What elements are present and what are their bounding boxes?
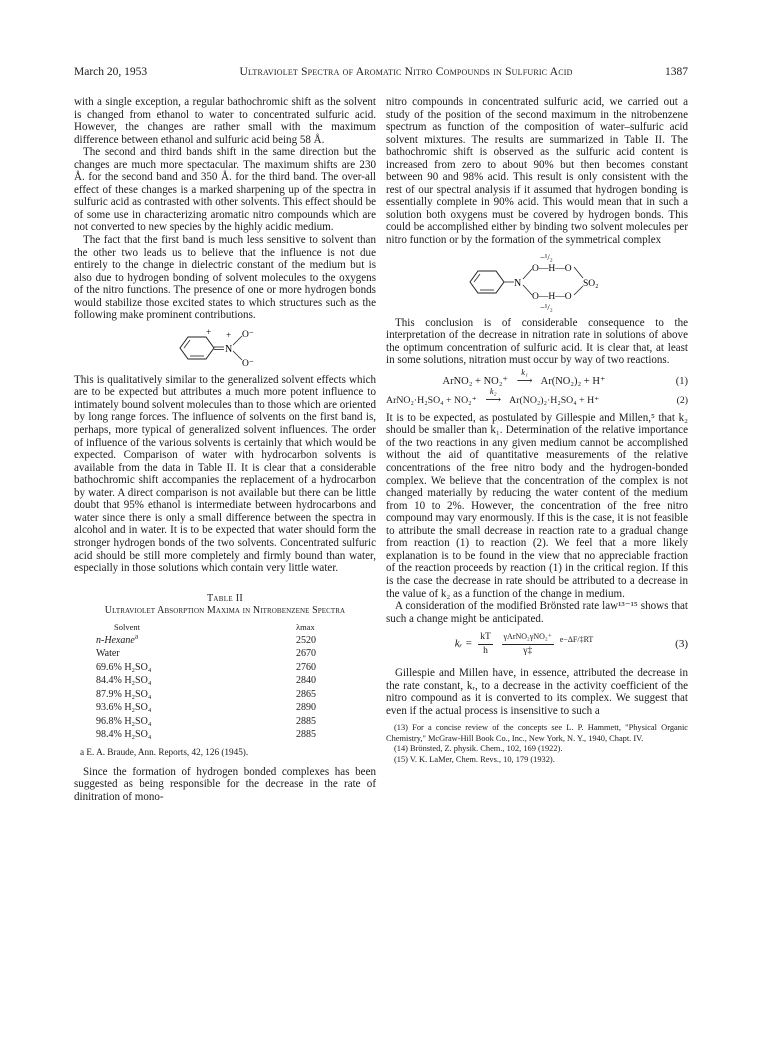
eq-products: Ar(NO₂)₂·H₂SO₄ + H⁺ [509,395,600,407]
paragraph: Since the formation of hydrogen bonded complexes has been suggested as being responsible for the decrease in the rate of dinitration of mono- [74,765,376,803]
table-row [96,635,356,649]
solvent-cell: 93.6% H₂SO₄ [96,702,152,714]
equation-number: (2) [676,395,688,407]
footnote-mark: a [134,631,139,641]
symmetrical-complex-structure [386,251,688,313]
equation-number: (3) [675,637,688,650]
solvent-cell: n-Hexane [96,634,135,646]
solvent-cell: 87.9% H₂SO₄ [96,688,152,700]
table-label: Table II [207,592,243,604]
footnote: (13) For a concise review of the concepts see L. P. Hammett, "Physical Organic Chemistry," McGraw-Hill Book Co., Inc., New York, N. Y., 1940, Chapt. IV. [386,723,688,743]
footnote: (14) Brönsted, Z. physik. Chem., 102, 169 (1922). [394,744,563,754]
footnote: (15) V. K. LaMer, Chem. Revs., 10, 179 (1932). [394,754,555,764]
paragraph: It is to be expected, as postulated by Gillespie and Millen,⁵ that k₂ should be smaller than k₁. Determination of the relative importance of the two reactions in any given medium cannot be accomplished without the aid of quantitative measurements of the relative concentrations of the free nitro body and the hydrogen-bonded complex. We believe that the concentration of the complex is not changed materially by reducing the water content of the medium from 10 to 2%. However, the concentration of the free nitro compound may vary enormously. If this is the case, it is not feasible to attribute the small decrease in reaction rate to a gradual change from reaction (1) to reaction (2). We feel that a more likely explanation is to be found in the view that no appreciable fraction of the reaction proceeds by reaction (1) in the critical region. If this is the case the decrease in rate should be attributed to a decrease in the value of k₂ as a function of the change in medium. [386,411,688,600]
paragraph: A consideration of the modified Brönsted rate law¹³⁻¹⁵ shows that such a change might be anticipated. [386,600,688,625]
equation-1 [386,366,688,389]
left-column [74,96,376,803]
paragraph: This conclusion is of considerable consequence to the interpretation of the decrease in nitration rate in solutions of above the optimum concentration of sulfuric acid. It is clear that, at least in some solutions, nitration must occur by way of two reactions. [386,316,688,367]
svg-text:+: + [206,326,212,337]
svg-text:O—H—O: O—H—O [532,263,572,274]
rate-constant: k₁ [521,366,528,377]
footnotes [386,723,688,765]
eq-lhs: kᵣ = [454,637,473,650]
table-row [96,662,356,676]
table-row [96,675,356,689]
svg-text:−¹/₂: −¹/₂ [540,301,553,312]
lambda-cell: 2865 [296,688,316,700]
equation-2 [386,386,688,408]
column-header: λmax [296,621,315,632]
svg-text:O—H—O: O—H—O [532,291,572,302]
solvent-cell: 96.8% H₂SO₄ [96,715,152,727]
fraction: $\frac{\text{γArNO₂γNO₂⁺}}{\gamma\ddagger}$ [503,632,552,656]
equation-3 [386,631,688,657]
eq-reactants: ArNO₂·H₂SO₄ + NO₂⁺ [386,395,477,407]
solvent-cell: 69.6% H₂SO₄ [96,661,152,673]
lambda-cell: 2760 [296,661,316,673]
table-ii [74,593,376,758]
paragraph: This is qualitatively similar to the generalized solvent effects which are to be expected but attributes a much more potent influence to intimately bound solvent molecules than to those which are oriented by long range forces. The influence of solvents on the first band is, perhaps, more typical of generalized solvent influences. The order of influence of the various solvents is certainly that which would be expected. Comparison of water with hydrocarbon solvents is available from the data in Table II. It is clear that a considerable bathochromic shift accompanies the replacement of a hydrocarbon by water. A direct comparison is not available but there can be little doubt that 95% ethanol is intermediate between hydrocarbons and water since there is only a small difference between the spectra in alcohol and in water. It is to be expected that water should form the stronger hydrogen bonds of the two solvents. Concentrated sulfuric acid should be still more completely and firmly bound than water, especially in those solutions which contain very little water. [74,373,376,575]
solvent-cell: Water [96,648,120,660]
equation-number: (1) [675,375,688,387]
lambda-cell: 2885 [296,715,316,727]
lambda-cell: 2670 [296,648,316,660]
svg-text:−¹/₂: −¹/₂ [540,251,553,262]
table-row [96,648,356,662]
table-row [96,702,356,716]
paragraph: The second and third bands shift in the same direction but the changes are much more spectacular. The maximum shifts are 230 Å. for the second band and 350 Å. for the third band. The over-all effect of these changes is a marked sharpening up of the spectra in sulfuric acid as contrasted with other solvents. This effect should be of some use in characterizing aromatic nitro compounds which are not converted to new species by the highly acidic medium. [74,146,376,234]
svg-text:+: + [226,329,232,340]
table-row [96,716,356,730]
eq-products: Ar(NO₂)₂ + H⁺ [540,375,606,387]
running-title: Ultraviolet Spectra of Aromatic Nitro Compounds in Sulfuric Acid [239,66,573,78]
absorption-table [96,621,356,743]
table-row [96,729,356,743]
table-row [96,689,356,703]
table-caption: Ultraviolet Absorption Maxima in Nitrobenzene Spectra [104,604,346,616]
eq-reactants: ArNO₂ + NO₂⁺ [442,375,508,387]
svg-text:O⁻: O⁻ [242,358,254,369]
svg-text:N: N [514,277,522,289]
running-header [74,66,688,78]
rate-constant: k₂ [489,386,497,397]
paragraph: with a single exception, a regular bathochromic shift as the solvent is changed from ethanol to water to concentrated sulfuric acid. However, the changes are rather small with the maximum difference between ethanol and sulfuric acid being 58 Å. [74,96,376,146]
paragraph: nitro compounds in concentrated sulfuric acid, we carried out a study of the position of the second maximum in the nitrobenzene spectrum as function of the composition of water–sulfuric acid solvent mixtures. The results are summarized in Table II. The bathochromic shift is observed as the sulfuric acid content is increased from zero to about 90% but then becomes constant between 90 and 98% acid. This result is only consistent with the rest of our spectral analysis if it assumed that hydrogen bonding is essentially complete in 90% acid. This would mean that in such a solution both oxygens must be covered by hydrogen bonds. This could be accomplished either by binding two solvent molecules per nitro function or by the formation of the symmetrical complex [386,96,688,247]
reaction-arrow-icon: k₁ ⟶ [514,375,536,389]
page-number: 1387 [664,66,688,78]
table-footnote: a E. A. Braude, Ann. Reports, 42, 126 (1945). [80,746,249,757]
lambda-cell: 2885 [296,729,316,741]
paragraph: The fact that the first band is much less sensitive to solvent than the other two leads us to believe that the influence is not due entirely to the change in dielectric constant of the medium but is also due to hydrogen bonding of solvent molecules to the oxygens of the nitro functions. The presence of one or more hydrogen bonds would stabilize those excited states to which structures such as the following make prominent contributions. [74,234,376,322]
svg-text:N: N [225,343,233,355]
issue-date: March 20, 1953 [74,66,148,78]
solvent-cell: 98.4% H₂SO₄ [96,729,152,741]
lambda-cell: 2890 [296,702,316,714]
svg-text:O⁻: O⁻ [242,329,254,340]
solvent-cell: 84.4% H₂SO₄ [96,675,152,687]
fraction: $\frac{kT}{h}$ [480,632,491,656]
exponent: e−ΔF/‡RT [559,635,594,645]
svg-text:SO₂: SO₂ [583,278,599,289]
reaction-arrow-icon: k₂ ⟶ [482,394,504,408]
resonance-structure [74,326,376,370]
lambda-cell: 2520 [296,634,316,646]
lambda-cell: 2840 [296,675,316,687]
right-column [386,96,688,765]
column-header: Solvent [114,621,140,632]
paragraph: Gillespie and Millen have, in essence, attributed the decrease in the rate constant, kᵣ, to a decrease in the activity coefficient of the nitro compound as it is converted to its complex. We suggest that even if the actual process is insensitive to such a [386,667,688,717]
